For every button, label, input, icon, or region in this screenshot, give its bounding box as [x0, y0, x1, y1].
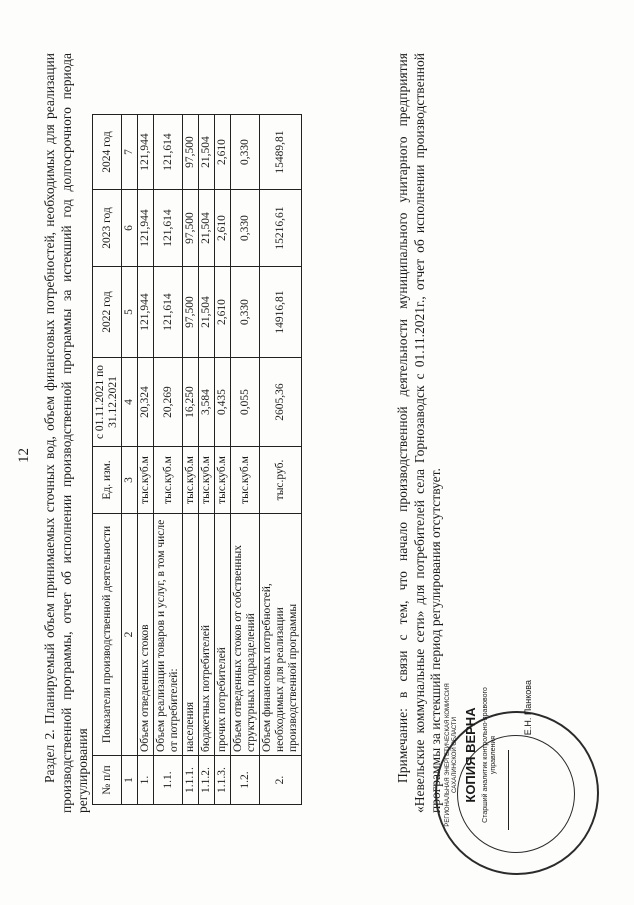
row-value: 0,330: [231, 267, 260, 358]
row-num: 1.1.2.: [199, 756, 215, 805]
section-heading: [42, 53, 92, 813]
row-value: 97,500: [183, 190, 199, 267]
row-value: 0,055: [231, 358, 260, 447]
index-cell: 1: [122, 756, 138, 805]
row-indicator: Объем финансовых потребностей, необходимых для реализации производственной программы: [260, 514, 302, 756]
index-cell: 5: [122, 267, 138, 358]
index-cell: 4: [122, 358, 138, 447]
row-value: 21,504: [199, 115, 215, 190]
header-period: с 01.11.2021 по 31.12.2021: [93, 358, 122, 447]
header-num: № п/п: [93, 756, 122, 805]
row-num: 1.2.: [231, 756, 260, 805]
row-indicator: бюджетных потребителей: [199, 514, 215, 756]
index-cell: 3: [122, 447, 138, 514]
row-value: 121,944: [138, 267, 154, 358]
row-value: 14916,81: [260, 267, 302, 358]
row-value: 21,504: [199, 267, 215, 358]
header-2022: 2022 год: [93, 267, 122, 358]
row-num: 1.1.3.: [215, 756, 231, 805]
header-indicator: Показатели производственной деятельности: [93, 514, 122, 756]
copy-stamp-box: [445, 680, 580, 830]
row-value: 16,250: [183, 358, 199, 447]
stamp-signer-name: Е.Н. Панкова: [523, 680, 533, 736]
row-value: 121,944: [138, 115, 154, 190]
row-value: 121,614: [154, 267, 183, 358]
row-value: 21,504: [199, 190, 215, 267]
row-unit: тыс.куб.м: [199, 447, 215, 514]
stamp-position: Старший аналитик контрольно-правового управления: [482, 687, 497, 823]
table-row: [260, 115, 302, 805]
row-indicator: Объем отведенных стоков: [138, 514, 154, 756]
row-value: 3,584: [199, 358, 215, 447]
row-value: 0,330: [231, 190, 260, 267]
row-num: 1.1.1.: [183, 756, 199, 805]
certification-stamp: [425, 675, 600, 875]
signature-line: [508, 750, 509, 830]
row-indicator: Объем отведенных стоков от собственных структурных подразделений: [231, 514, 260, 756]
row-value: 0,330: [231, 115, 260, 190]
row-indicator: прочих потребителей: [215, 514, 231, 756]
row-unit: тыс.куб.м: [154, 447, 183, 514]
row-value: 15216,61: [260, 190, 302, 267]
row-unit: тыс.куб.м: [215, 447, 231, 514]
row-value: 20,269: [154, 358, 183, 447]
index-cell: 6: [122, 190, 138, 267]
row-unit: тыс.куб.м: [138, 447, 154, 514]
row-value: 2,610: [215, 190, 231, 267]
table-row: [231, 115, 260, 805]
table-index-row: [122, 115, 138, 805]
row-indicator: населения: [183, 514, 199, 756]
row-unit: тыс.руб.: [260, 447, 302, 514]
index-cell: 7: [122, 115, 138, 190]
table-row: [183, 115, 199, 805]
row-unit: тыс.куб.м: [183, 447, 199, 514]
table-row: [215, 115, 231, 805]
row-num: 1.1.: [154, 756, 183, 805]
row-num: 2.: [260, 756, 302, 805]
header-unit: Ед. изм.: [93, 447, 122, 514]
header-2023: 2023 год: [93, 190, 122, 267]
production-table: [92, 114, 302, 805]
row-value: 0,435: [215, 358, 231, 447]
table-header-row: [93, 115, 122, 805]
heading-text: Раздел 2. Планируемый объем принимаемых сточных вод, объем финансовых потребностей, необходимых для реализации производственной программы, отчет об исполнении производственной программы за истекший год долгосрочного периода регулирования: [42, 53, 90, 813]
table-row: [199, 115, 215, 805]
row-value: 121,614: [154, 190, 183, 267]
stamp-org: РЕГИОНАЛЬНАЯ ЭНЕРГЕТИЧЕСКАЯ КОМИССИЯ САХАЛИНСКОЙ ОБЛАСТИ: [445, 683, 458, 827]
stamp-copy-label: КОПИЯ ВЕРНА: [463, 707, 478, 803]
row-unit: тыс.куб.м: [231, 447, 260, 514]
table-row: [138, 115, 154, 805]
row-value: 2,610: [215, 115, 231, 190]
index-cell: 2: [122, 514, 138, 756]
header-2024: 2024 год: [93, 115, 122, 190]
row-value: 97,500: [183, 115, 199, 190]
row-num: 1.: [138, 756, 154, 805]
note-text: Примечание: в связи с тем, что начало производственной деятельности муниципального унитарного предприятия «Невельские коммунальные сети» для потребителей села Горнозаводск с 01.11.2021г., отчет об исполнении производственной программы за истекший период регулирования отсутствует.: [395, 53, 443, 813]
row-value: 2,610: [215, 267, 231, 358]
page-number: 12: [16, 448, 32, 463]
row-value: 2605,36: [260, 358, 302, 447]
row-value: 20,324: [138, 358, 154, 447]
table-row: [154, 115, 183, 805]
row-value: 121,614: [154, 115, 183, 190]
row-value: 97,500: [183, 267, 199, 358]
row-indicator: Объем реализации товаров и услуг, в том числе от потребителей:: [154, 514, 183, 756]
row-value: 15489,81: [260, 115, 302, 190]
row-value: 121,944: [138, 190, 154, 267]
